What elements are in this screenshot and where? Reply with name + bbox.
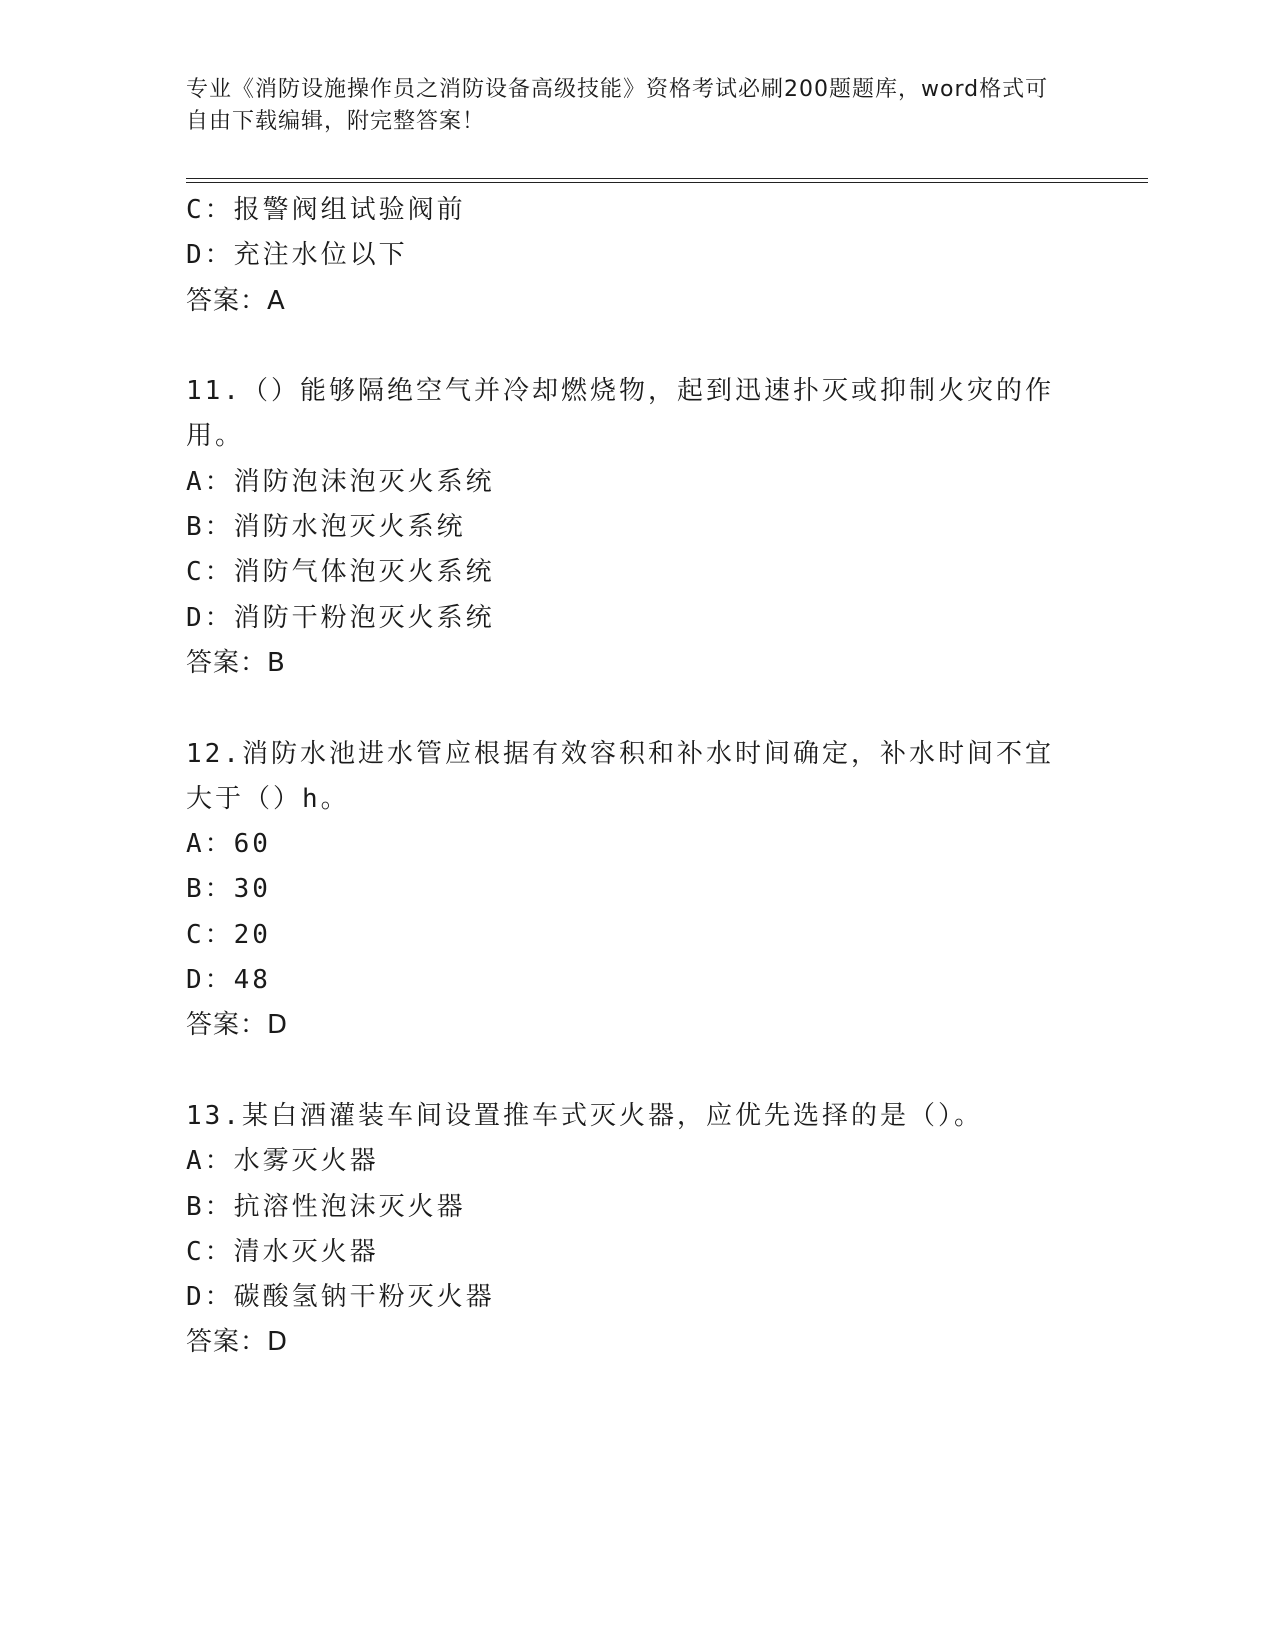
question-list	[186, 188, 1086, 1366]
answer: 答案：A	[186, 285, 286, 316]
spacer	[186, 686, 1086, 731]
option-d: D：充注水位以下	[186, 240, 408, 271]
question-12	[186, 732, 1086, 1049]
question-text: 11.（）能够隔绝空气并冷却燃烧物，起到迅速扑灭或抑制火灾的作用。	[186, 376, 1054, 452]
answer: 答案：D	[186, 1327, 289, 1358]
answer: 答案：B	[186, 647, 286, 678]
spacer	[186, 324, 1086, 369]
option-c: C：消防气体泡灭火系统	[186, 557, 495, 588]
option-d: D：消防干粉泡灭火系统	[186, 602, 495, 633]
option-c: C：报警阀组试验阀前	[186, 195, 466, 225]
option-a: A：水雾灭火器	[186, 1146, 379, 1177]
option-b: B：抗溶性泡沫灭火器	[186, 1191, 466, 1222]
answer: 答案：D	[186, 1010, 289, 1041]
partial-question	[186, 188, 1086, 324]
spacer	[186, 1049, 1086, 1094]
option-b: B：消防水泡灭火系统	[186, 512, 466, 543]
option-d: D：碳酸氢钠干粉灭火器	[186, 1282, 495, 1313]
question-text: 12.消防水池进水管应根据有效容积和补水时间确定，补水时间不宜大于（）h。	[186, 738, 1054, 814]
question-13	[186, 1094, 1086, 1366]
option-a: A：60	[186, 829, 271, 860]
option-d: D：48	[186, 965, 271, 996]
option-c: C：20	[186, 919, 271, 950]
option-c: C：清水灭火器	[186, 1236, 379, 1267]
question-11	[186, 369, 1086, 686]
option-b: B：30	[186, 874, 271, 905]
header-divider	[186, 178, 1148, 183]
option-a: A：消防泡沫泡灭火系统	[186, 466, 495, 497]
question-text: 13.某白酒灌装车间设置推车式灭火器，应优先选择的是（）。	[186, 1100, 983, 1131]
document-header: 专业《消防设施操作员之消防设备高级技能》资格考试必刷200题题库，word格式可自由下载编辑，附完整答案！	[186, 77, 1049, 134]
